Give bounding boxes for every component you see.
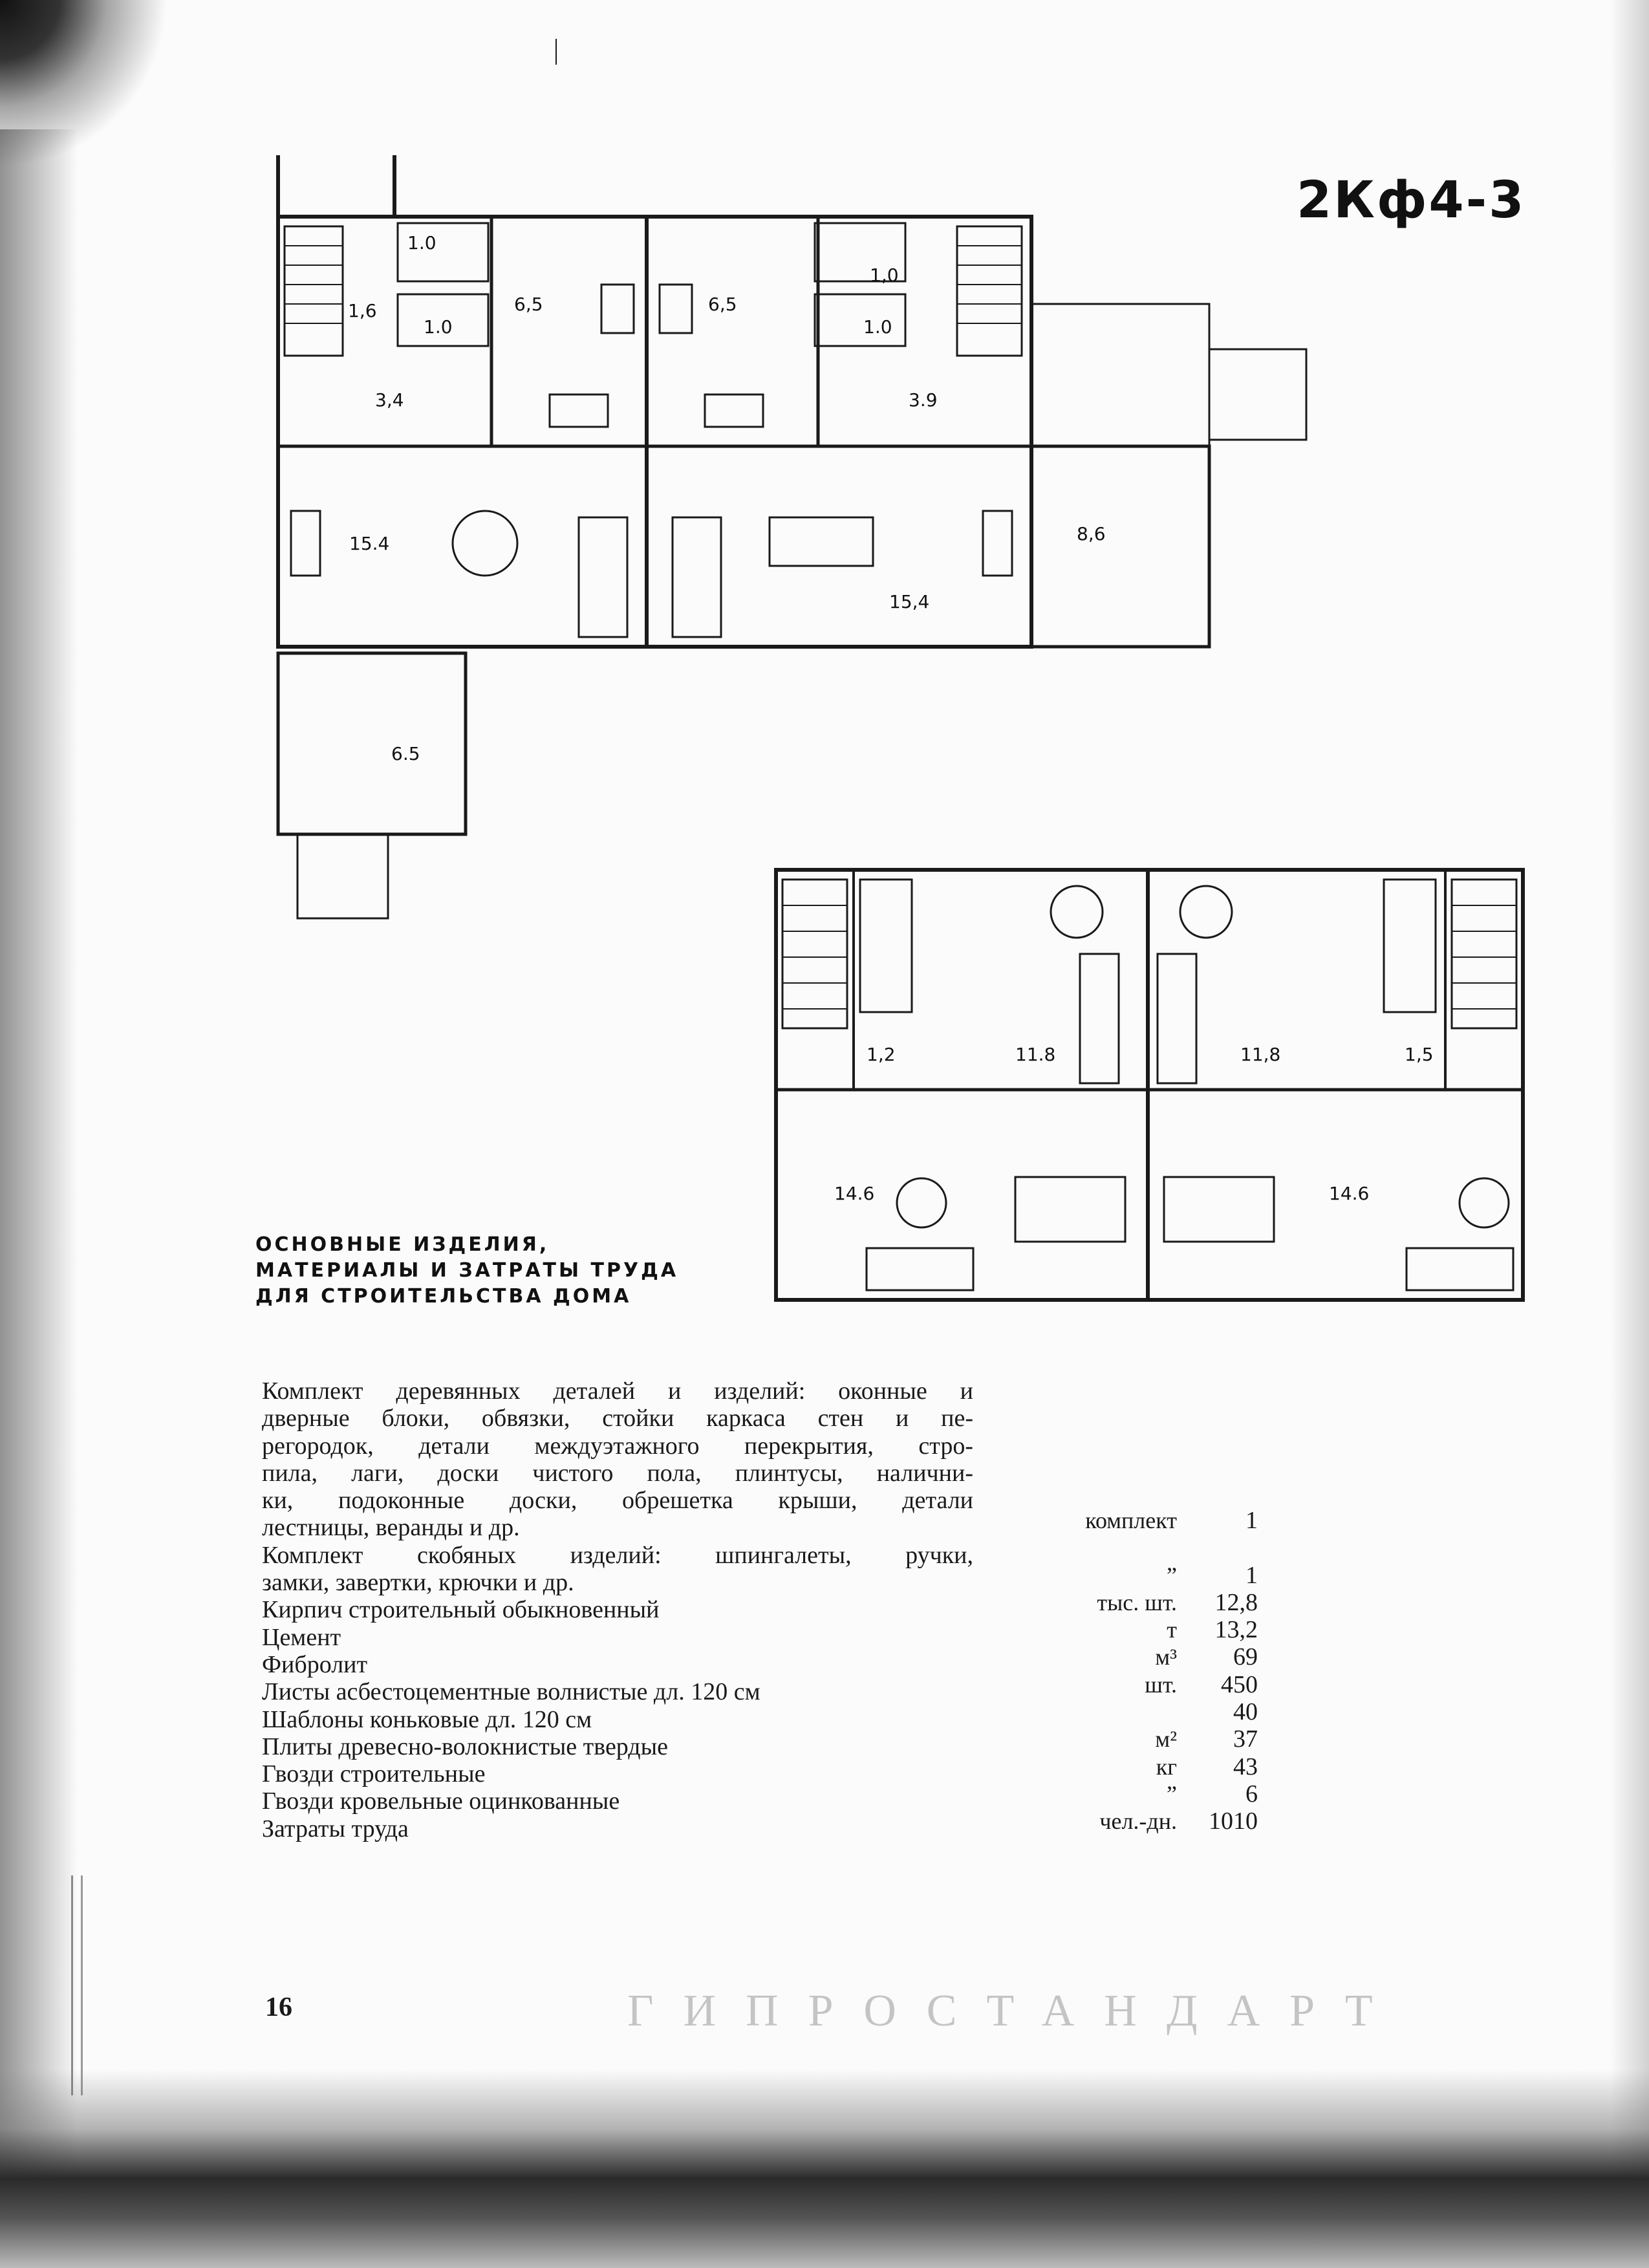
document-code: 2Кф4-3 [1297, 171, 1526, 230]
room-area-bedroom-upper-left: 11.8 [1015, 1044, 1056, 1065]
quantity-cell: 1 [1245, 1561, 1258, 1589]
material-item: Гвозди кровельные оцинкованные [262, 1787, 620, 1815]
room-area-porch: 6.5 [391, 743, 420, 764]
material-text-line: регородок, детали междуэтажного перекрытия, стро- [262, 1432, 973, 1460]
publisher-watermark: ГИПРОСТАНДАРТ [627, 1986, 1403, 2036]
quantity-cell: 69 [1233, 1643, 1258, 1671]
quantity-cell: 40 [1233, 1698, 1258, 1726]
quantity-cell: 450 [1221, 1670, 1258, 1698]
material-item: Гвозди строительные [262, 1760, 486, 1788]
unit-cell: комплект [1085, 1507, 1177, 1533]
unit-cell: тыс. шт. [1097, 1589, 1177, 1615]
quantity-cell: 6 [1245, 1780, 1258, 1808]
quantity-cell: 37 [1233, 1725, 1258, 1753]
unit-cell: ” [1167, 1562, 1177, 1588]
room-area-corridor-right: 3.9 [909, 389, 938, 411]
unit-cell: шт. [1145, 1671, 1177, 1698]
quantities-column [1164, 1507, 1258, 1835]
heading-line: ДЛЯ СТРОИТЕЛЬСТВА ДОМА [255, 1285, 632, 1308]
unit-cell: ” [1167, 1780, 1177, 1807]
room-area-living-left: 15.4 [349, 533, 390, 554]
material-item: Кирпич строительный обыкновенный [262, 1596, 660, 1624]
quantity-cell: 1 [1245, 1507, 1258, 1534]
room-area-corridor-left: 3,4 [375, 389, 404, 411]
room-area-bedroom-upper-right: 11,8 [1240, 1044, 1281, 1065]
heading-line: ОСНОВНЫЕ ИЗДЕЛИЯ, [255, 1233, 550, 1256]
units-column [1009, 1507, 1177, 1835]
room-area-bedroom-lower-left: 14.6 [834, 1183, 875, 1204]
room-area-living-right: 15,4 [889, 591, 930, 612]
materials-heading [255, 1232, 747, 1310]
materials-list [262, 1377, 973, 1842]
quantity-cell [1164, 1534, 1258, 1561]
room-area-hall-left: 1,6 [348, 300, 377, 321]
room-area-kitchen-right: 6,5 [708, 294, 737, 315]
room-area-landing-left: 1,2 [867, 1044, 896, 1065]
unit-cell: кг [1156, 1753, 1177, 1780]
unit-cell [1009, 1534, 1177, 1561]
quantity-cell: 43 [1233, 1753, 1258, 1780]
room-area-annex: 8,6 [1077, 523, 1106, 545]
material-item: Шаблоны коньковые дл. 120 см [262, 1705, 592, 1733]
material-text-line: пила, лаги, доски чистого пола, плинтусы, налични- [262, 1459, 973, 1487]
unit-cell [1009, 1698, 1177, 1725]
quantity-cell: 12,8 [1214, 1588, 1258, 1616]
unit-cell: м² [1155, 1726, 1177, 1753]
quantity-cell: 13,2 [1214, 1616, 1258, 1644]
material-text-line: Комплект скобяных изделий: шпингалеты, ручки, [262, 1541, 973, 1569]
unit-cell: т [1167, 1617, 1177, 1643]
upper-floor-plan [776, 870, 1523, 1300]
room-area-bath-right-bottom: 1.0 [863, 316, 892, 338]
room-area-bath-left-top: 1.0 [407, 232, 436, 254]
room-area-bath-right-top: 1,0 [870, 265, 899, 286]
material-item: Плиты древесно-волокнистые твердые [262, 1733, 669, 1760]
heading-line: МАТЕРИАЛЫ И ЗАТРАТЫ ТРУДА [255, 1259, 679, 1282]
room-area-bedroom-lower-right: 14.6 [1329, 1183, 1370, 1204]
material-item: Фибролит [262, 1650, 368, 1678]
room-area-kitchen-left: 6,5 [514, 294, 543, 315]
material-item: Цемент [262, 1623, 341, 1651]
room-area-bath-left-bottom: 1.0 [424, 316, 453, 338]
material-item: Затраты труда [262, 1815, 409, 1842]
material-text-line: Комплект деревянных деталей и изделий: оконные и [262, 1377, 973, 1405]
material-text-line: замки, завертки, крючки и др. [262, 1569, 574, 1597]
unit-cell: м³ [1155, 1644, 1177, 1670]
material-text-line: ки, подоконные доски, обрешетка крыши, детали [262, 1487, 973, 1515]
ground-floor-plan [278, 39, 1306, 918]
page-number: 16 [265, 1993, 292, 2022]
material-item: Листы асбестоцементные волнистые дл. 120 см [262, 1678, 760, 1706]
quantity-cell: 1010 [1209, 1808, 1258, 1835]
unit-cell: чел.-дн. [1099, 1808, 1177, 1835]
material-text-line: лестницы, веранды и др. [262, 1514, 520, 1542]
ground-floor-outline [278, 217, 1031, 647]
room-area-landing-right: 1,5 [1405, 1044, 1434, 1065]
material-text-line: дверные блоки, обвязки, стойки каркаса стен и пе- [262, 1405, 973, 1432]
